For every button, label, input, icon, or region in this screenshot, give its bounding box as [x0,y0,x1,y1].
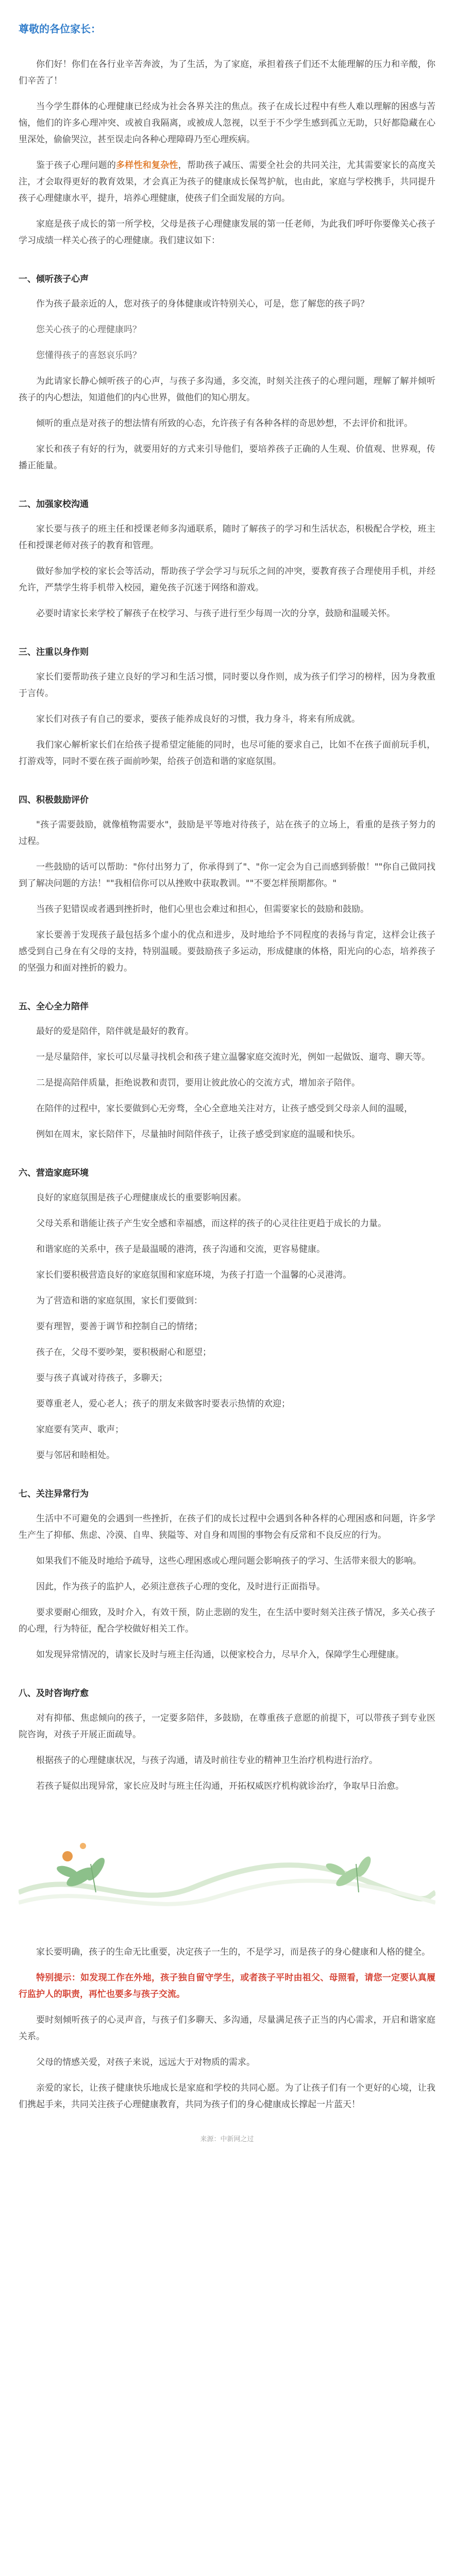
intro-paragraph-4: 家庭是孩子成长的第一所学校，父母是孩子心理健康发展的第一任老师，为此我们呼吁你要像关心孩子学习成绩一样关心孩子的心理健康。我们建议如下： [19,219,435,246]
s4-p4: 家长要善于发现孩子最包括多个虚小的优点和进步，及时地给予不同程度的表扬与肯定，这样会让孩子感受到自己身在有父母的支持，特别温暖。要鼓励孩子多运动，形成健康的体格，阳光向的心态，培养孩子的坚强力和面对挫折的毅力。 [19,930,435,973]
s4-p1: "孩子需要鼓励，就像植物需要水"，鼓励是平等地对待孩子，站在孩子的立场上，看重的是孩子努力的过程。 [19,820,435,846]
s5-p1: 最好的爱是陪伴，陪伴就是最好的教育。 [36,1026,194,1037]
section-8-title: 八、及时咨询疗愈 [19,1688,89,1699]
intro-paragraph-3 [19,157,435,207]
s6-p5: 为了营造和谐的家庭氛围，家长们要做到： [36,1296,203,1306]
s1-q1: 您关心孩子的心理健康吗？ [36,325,141,335]
s7-p2: 如果我们不能及时地给予疏导，这些心理困惑或心理问题会影响孩子的学习、生活带来很大的影响。 [36,1556,422,1566]
s7-p1: 生活中不可避免的会遇到一些挫折，在孩子们的成长过程中会遇到各种各样的心理困惑和问题，许多学生产生了抑郁、焦虑、冷漠、自卑、狭隘等、对自身和周围的事物会有反常和不良反应的行为。 [19,1514,435,1540]
section-5-title: 五、全心全力陪伴 [19,1002,89,1012]
section-7-title: 七、关注异常行为 [19,1489,89,1499]
closing-p2-post: 再忙也要多与孩子交流。 [89,1989,185,1999]
s1-p4: 家长和孩子有好的行为，就要用好的方式来引导他们，要培养孩子正确的人生观、价值观、世界观，传播正能量。 [19,444,435,471]
s2-p1: 家长要与孩子的班主任和授课老师多沟通联系，随时了解孩子的学习和生活状态，积极配合学校，班主任和授课老师对孩子的教育和管理。 [19,524,435,551]
section-2-title: 二、加强家校沟通 [19,499,89,510]
s6-list-item: 孩子在，父母不要吵架，要积极耐心和愿望； [36,1347,211,1358]
closing-p2-red: 请您一定要认真履行监护人的职责， [19,1973,436,1999]
s5-p2: 一是尽量陪伴，家长可以尽量寻找机会和孩子建立温馨家庭交流时光，例如一起做饭、遛弯、聊天等。 [36,1052,430,1062]
s5-p5: 例如在周末，家长陪伴下，尽量抽时间陪伴孩子，让孩子感受到家庭的温暖和快乐。 [36,1129,360,1140]
source-footer: 来源：中新网之过 [200,2136,254,2143]
s4-p2: 一些鼓励的话可以帮助："你付出努力了，你承得到了"、"你一定会为自己而感到骄傲！""你自己做同找到了解决问题的方法！""我相信你可以从挫败中获取教训。""不要怎样预期都你。" [19,862,435,889]
intro-3-pre: 鉴于孩子心理问题的 [36,160,116,171]
closing-p1: 家长要明确，孩子的生命无比重要，决定孩子一生的，不是学习，而是孩子的身心健康和人格的健全。 [36,1947,430,1957]
s1-p2: 为此请家长静心倾听孩子的心声，与孩子多沟通，多交流，时刻关注孩子的心理问题，理解了解并倾听孩子的内心想法，知道他们的内心世界，做他们的知心朋友。 [19,376,435,403]
s3-p2: 家长们对孩子有自己的要求，要孩子能养成良好的习惯，我力身斗，将来有所成就。 [36,714,360,724]
s6-p1: 良好的家庭氛围是孩子心理健康成长的重要影响因素。 [36,1193,246,1203]
s2-p2: 做好参加学校的家长会等活动，帮助孩子学会学习与玩乐之间的冲突，要教育孩子合理使用手机，并经允许，严禁学生将手机带入校园，避免孩子沉迷于网络和游戏。 [19,566,435,593]
s6-p4: 家长们要积极营造良好的家庭氛围和家庭环境，为孩子打造一个温馨的心灵港湾。 [36,1270,351,1280]
intro-3-highlight: 多样性和复杂性 [116,160,178,171]
s3-p3: 我们家心解析家长们在给孩子提希望定能能的同时，也尽可能的要求自己，比如不在孩子面前玩手机，打游戏等，同时不要在孩子面前吵架，给孩子创造和谐的家庭氛围。 [19,740,435,767]
s6-list-item: 要与孩子真诚对待孩子，多聊天； [36,1373,167,1383]
s4-p3: 当孩子犯错误或者遇到挫折时，他们心里也会难过和担心，但需要家长的鼓励和鼓励。 [36,904,369,914]
intro-paragraph-2: 当今学生群体的心理健康已经成为社会各界关注的焦点。孩子在成长过程中有些人难以理解的困惑与苦恼，他们的许多心理冲突、或被自我隔离，或被成人忽视，以至于不少学生感到孤立无助，只好都隐藏在心里深处，偷偷哭泣，甚至误走向各种心理障碍乃至心理疾病。 [19,101,435,145]
intro-paragraph-1: 你们好！你们在各行业辛苦奔波，为了生活，为了家庭，承担着孩子们还不太能理解的压力和辛酸，你们辛苦了！ [19,59,435,86]
section-4-title: 四、积极鼓励评价 [19,795,89,805]
s7-p5: 如发现异常情况的，请家长及时与班主任沟通，以便家校合力，尽早介入，保障学生心理健康。 [36,1650,404,1660]
closing-p2 [19,1970,435,2003]
salutation: 尊敬的各位家长： [19,23,101,35]
s6-p3: 和谐家庭的关系中，孩子是最温暖的港湾，孩子沟通和交流，更容易健康。 [36,1244,325,1255]
s6-p2: 父母关系和谐能让孩子产生安全感和幸福感，而这样的孩子的心灵往往更趋于成长的力量。 [36,1218,386,1229]
s6-list-item: 家庭要有笑声、歌声； [36,1425,124,1435]
wave-leaf-decoration-icon [19,1815,435,1928]
closing-p2-pre: 特别提示：如发现工作在外地，孩子独自留守学生，或者孩子平时由祖父、母照看， [36,1973,365,1983]
s8-p2: 根据孩子的心理健康状况，与孩子沟通，请及时前往专业的精神卫生治疗机构进行治疗。 [36,1755,378,1766]
section-1-title: 一、倾听孩子心声 [19,274,89,284]
s7-p3: 因此，作为孩子的监护人，必须注意孩子心理的变化，及时进行正面指导。 [36,1582,325,1592]
s3-p1: 家长们要帮助孩子建立良好的学习和生活习惯，同时要以身作则，成为孩子们学习的榜样，因为身教重于言传。 [19,672,435,699]
s6-list-item: 要尊重老人，爱心老人；孩子的朋友来做客时要表示热情的欢迎； [36,1399,290,1409]
s5-p3: 二是提高陪伴质量，拒绝说教和责罚，要用让彼此放心的交流方式，增加亲子陪伴。 [36,1078,360,1088]
closing-p5: 亲爱的家长，让孩子健康快乐地成长是家庭和学校的共同心愿。为了让孩子们有一个更好的心境，让我们携起手来，共同关注孩子心理健康教育，共同为孩子们的身心健康成长撑起一片蓝天！ [19,2083,435,2110]
s8-p3: 若孩子疑似出现异常，家长应及时与班主任沟通，开拓权威医疗机构就诊治疗，争取早日治愈。 [36,1781,404,1791]
s1-p3: 倾听的重点是对孩子的想法情有所致的心态，允许孩子有各种各样的奇思妙想，不去评价和批评。 [36,418,413,429]
s5-p4: 在陪伴的过程中，家长要做到心无旁骛，全心全意地关注对方，让孩子感受到父母亲人间的温暖， [36,1104,413,1114]
section-3-title: 三、注重以身作则 [19,647,89,657]
s6-list-item: 要有理智，要善于调节和控制自己的情绪； [36,1321,203,1332]
s1-q2: 您懂得孩子的喜怒哀乐吗？ [36,350,141,361]
closing-p3: 要时刻倾听孩子的心灵声音，与孩子们多聊天、多沟通，尽量满足孩子正当的内心需求，开启和谐家庭关系。 [19,2015,435,2042]
s6-list-item: 要与邻居和睦相处。 [36,1450,115,1461]
intro-3-post: ，帮助孩子减压、需要全社会的共同关注，尤其需要家长的高度关注，才会取得更好的教育效果，才会真正为孩子的健康成长保驾护航，也由此，家庭与学校携手，共同提升孩子心理健康水平，提升，培养心理健康，使孩子们全面发展的方向。 [19,160,436,204]
section-6-title: 六、营造家庭环境 [19,1168,89,1178]
s2-p3: 必要时请家长来学校了解孩子在校学习、与孩子进行至少每周一次的分享，鼓励和温暖关怀。 [36,608,395,619]
s7-p4: 要求要耐心细致，及时介入，有效干预，防止悲剧的发生，在生活中要时刻关注孩子情况，多关心孩子的心理，行为特征，配合学校做好相关工作。 [19,1607,435,1634]
closing-p4: 父母的情感关爱，对孩子来说，远远大于对物质的需求。 [36,2057,255,2067]
s8-p1: 对有抑郁、焦虑倾向的孩子，一定要多陪伴，多鼓励，在尊重孩子意愿的前提下，可以带孩子到专业医院咨询，对孩子开展正面疏导。 [19,1713,435,1740]
s1-p1: 作为孩子最亲近的人，您对孩子的身体健康或许特别关心，可是，您了解您的孩子吗？ [36,299,369,309]
